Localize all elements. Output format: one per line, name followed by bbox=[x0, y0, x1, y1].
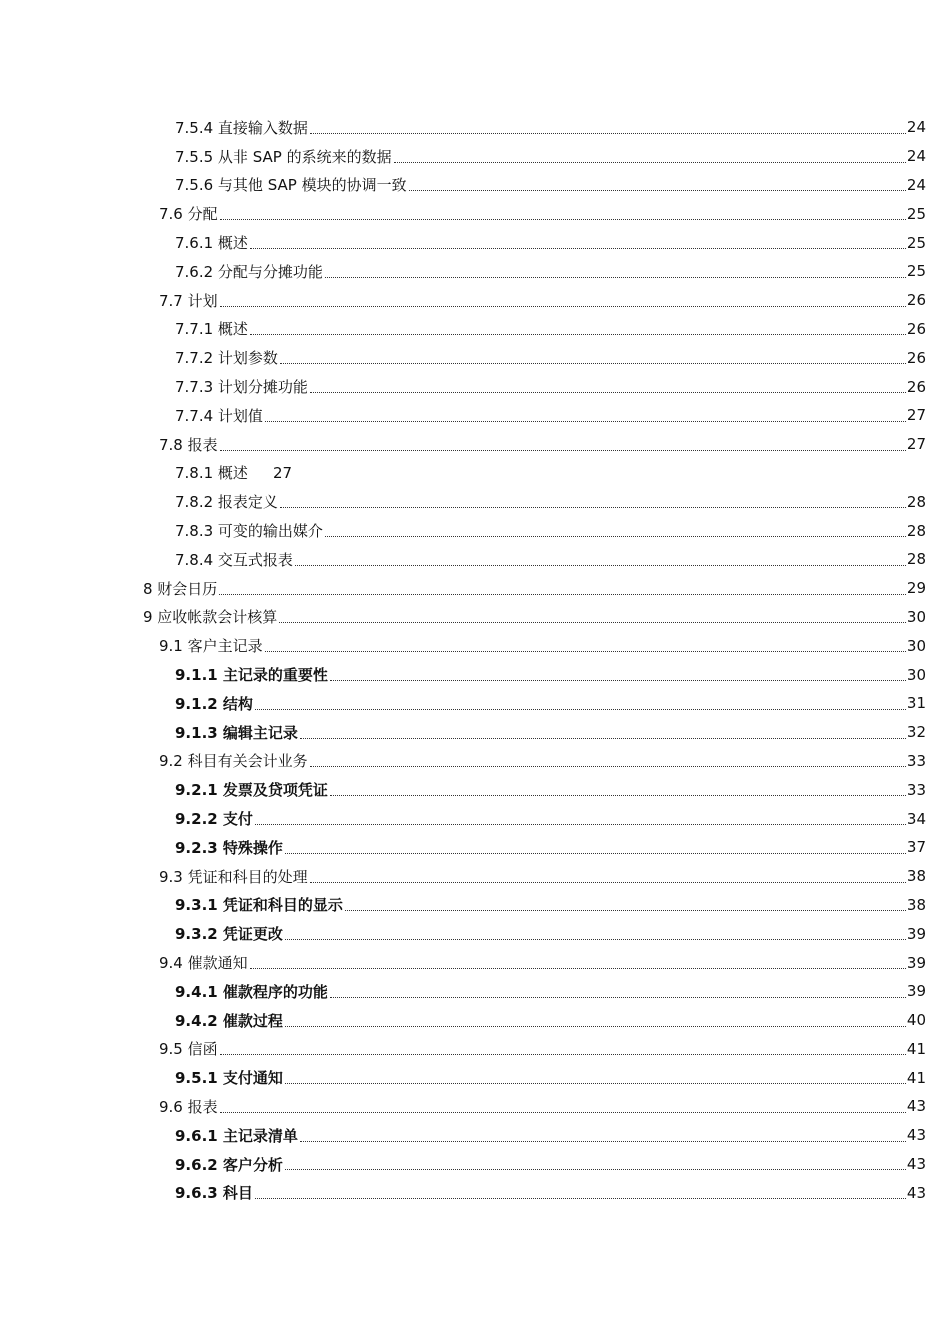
toc-entry[interactable] bbox=[0, 343, 950, 372]
toc-entry-title: 9 应收帐款会计核算 bbox=[143, 608, 278, 627]
toc-entry-title: 9.2 科目有关会计业务 bbox=[159, 752, 308, 771]
toc-entry-page-number: 28 bbox=[906, 550, 926, 569]
toc-entry-page-number: 39 bbox=[906, 953, 926, 972]
toc-dot-leader bbox=[285, 1083, 906, 1084]
toc-entry[interactable] bbox=[0, 862, 950, 891]
toc-dot-leader bbox=[285, 1026, 906, 1027]
toc-entry[interactable] bbox=[0, 315, 950, 344]
toc-entry-page-number: 37 bbox=[906, 838, 926, 857]
toc-entry[interactable] bbox=[0, 804, 950, 833]
toc-entry[interactable] bbox=[0, 718, 950, 747]
toc-entry-page-number: 24 bbox=[906, 118, 926, 137]
toc-entry-page-number: 28 bbox=[906, 492, 926, 511]
toc-dot-leader bbox=[280, 507, 906, 508]
toc-entry[interactable] bbox=[0, 459, 950, 488]
toc-entry-page-number: 43 bbox=[906, 1155, 926, 1174]
toc-entry-title: 7.8.1 概述 bbox=[175, 464, 248, 483]
toc-dot-leader bbox=[220, 306, 906, 307]
toc-entry[interactable] bbox=[0, 775, 950, 804]
toc-entry-page-number: 34 bbox=[906, 809, 926, 828]
toc-dot-leader bbox=[310, 882, 906, 883]
toc-entry[interactable] bbox=[0, 919, 950, 948]
toc-dot-leader bbox=[255, 1198, 906, 1199]
toc-entry-page-number: 30 bbox=[906, 636, 926, 655]
toc-entry-page-number: 33 bbox=[906, 780, 926, 799]
toc-entry-page-number: 24 bbox=[906, 147, 926, 166]
toc-entry-title: 7.6.1 概述 bbox=[175, 234, 248, 253]
toc-entry-page-number: 43 bbox=[906, 1097, 926, 1116]
toc-dot-leader bbox=[310, 133, 906, 134]
toc-entry-page-number: 30 bbox=[906, 665, 926, 684]
toc-entry-page-number: 30 bbox=[906, 607, 926, 626]
toc-dot-leader bbox=[220, 219, 906, 220]
toc-dot-leader bbox=[295, 565, 906, 566]
toc-entry-page-number: 27 bbox=[906, 435, 926, 454]
toc-dot-leader bbox=[285, 939, 906, 940]
toc-entry[interactable] bbox=[0, 660, 950, 689]
toc-entry-page-number: 26 bbox=[906, 319, 926, 338]
toc-entry-title: 8 财会日历 bbox=[143, 579, 218, 598]
toc-entry-title: 9.1.3 编辑主记录 bbox=[175, 723, 298, 742]
toc-dot-leader bbox=[219, 594, 906, 595]
toc-entry-title: 9.5 信函 bbox=[159, 1040, 218, 1059]
toc-entry[interactable] bbox=[0, 603, 950, 632]
toc-dot-leader bbox=[325, 536, 906, 537]
toc-entry-page-number: 27 bbox=[906, 406, 926, 425]
toc-entry-page-number: 33 bbox=[906, 751, 926, 770]
toc-entry-title: 9.4.2 催款过程 bbox=[175, 1011, 283, 1030]
toc-entry[interactable] bbox=[0, 1178, 950, 1207]
toc-dot-leader bbox=[280, 363, 906, 364]
toc-dot-leader bbox=[220, 1054, 906, 1055]
toc-entry-page-number: 29 bbox=[906, 579, 926, 598]
toc-dot-leader bbox=[285, 853, 906, 854]
toc-entry-page-number: 43 bbox=[906, 1183, 926, 1202]
toc-entry-title: 7.6 分配 bbox=[159, 205, 218, 224]
toc-entry[interactable] bbox=[0, 372, 950, 401]
toc-entry-title: 9.5.1 支付通知 bbox=[175, 1069, 283, 1088]
toc-entry-title: 9.1.1 主记录的重要性 bbox=[175, 666, 328, 685]
toc-dot-leader bbox=[250, 968, 906, 969]
toc-dot-leader bbox=[265, 651, 906, 652]
toc-dot-leader bbox=[255, 824, 906, 825]
toc-entry-page-number: 26 bbox=[906, 291, 926, 310]
toc-entry-title: 9.6 报表 bbox=[159, 1097, 218, 1116]
toc-entry-title: 9.3 凭证和科目的处理 bbox=[159, 867, 308, 886]
toc-entry[interactable] bbox=[0, 1121, 950, 1150]
toc-entry[interactable] bbox=[0, 891, 950, 920]
toc-entry-title: 7.6.2 分配与分摊功能 bbox=[175, 262, 323, 281]
toc-entry-title: 9.3.2 凭证更改 bbox=[175, 925, 283, 944]
toc-entry-page-number: 27 bbox=[272, 463, 293, 482]
toc-entry[interactable] bbox=[0, 1063, 950, 1092]
toc-entry[interactable] bbox=[0, 1150, 950, 1179]
toc-dot-leader bbox=[345, 910, 906, 911]
toc-entry-title: 9.1.2 结构 bbox=[175, 694, 253, 713]
toc-dot-leader bbox=[250, 248, 906, 249]
toc-dot-leader bbox=[255, 709, 906, 710]
toc-entry-title: 7.8.2 报表定义 bbox=[175, 493, 278, 512]
toc-entry[interactable] bbox=[0, 747, 950, 776]
toc-entry[interactable] bbox=[0, 545, 950, 574]
toc-entry-title: 9.6.1 主记录清单 bbox=[175, 1126, 298, 1145]
toc-dot-leader bbox=[394, 162, 906, 163]
toc-entry-page-number: 40 bbox=[906, 1011, 926, 1030]
toc-entry-title: 9.2.1 发票及贷项凭证 bbox=[175, 781, 328, 800]
toc-dot-leader bbox=[285, 1169, 906, 1170]
toc-entry-page-number: 43 bbox=[906, 1126, 926, 1145]
toc-entry-page-number: 31 bbox=[906, 694, 926, 713]
toc-dot-leader bbox=[330, 997, 906, 998]
toc-entry-title: 9.2.3 特殊操作 bbox=[175, 838, 283, 857]
toc-entry-title: 9.4 催款通知 bbox=[159, 954, 248, 972]
toc-dot-leader bbox=[220, 1112, 906, 1113]
toc-entry-title: 7.8 报表 bbox=[159, 435, 218, 454]
toc-entry-page-number: 38 bbox=[906, 895, 926, 914]
toc-entry-title: 7.7.4 计划值 bbox=[175, 406, 263, 425]
toc-dot-leader bbox=[330, 680, 906, 681]
toc-entry-page-number: 41 bbox=[906, 1039, 926, 1058]
toc-entry-page-number: 26 bbox=[906, 377, 926, 396]
toc-entry[interactable] bbox=[0, 487, 950, 516]
toc-entry[interactable] bbox=[0, 1035, 950, 1064]
toc-entry[interactable] bbox=[0, 401, 950, 430]
toc-entry-title: 7.8.4 交互式报表 bbox=[175, 550, 293, 569]
toc-entry-page-number: 32 bbox=[906, 723, 926, 742]
toc-entry-page-number: 28 bbox=[906, 521, 926, 540]
toc-entry-title: 9.1 客户主记录 bbox=[159, 637, 263, 656]
toc-entry[interactable] bbox=[0, 257, 950, 286]
toc-dot-leader bbox=[279, 622, 906, 623]
toc-dot-leader bbox=[325, 277, 906, 278]
toc-entry[interactable] bbox=[0, 833, 950, 862]
toc-entry[interactable] bbox=[0, 631, 950, 660]
toc-entry[interactable] bbox=[0, 948, 950, 977]
toc-entry-page-number: 39 bbox=[906, 924, 926, 943]
toc-entry[interactable] bbox=[0, 113, 950, 142]
toc-entry-page-number: 26 bbox=[906, 348, 926, 367]
toc-entry[interactable] bbox=[0, 228, 950, 257]
toc-entry[interactable] bbox=[0, 1006, 950, 1035]
toc-entry-title: 7.8.3 可变的输出媒介 bbox=[175, 522, 323, 541]
toc-dot-leader bbox=[220, 450, 906, 451]
toc-entry-title: 9.4.1 催款程序的功能 bbox=[175, 982, 328, 1001]
toc-entry[interactable] bbox=[0, 689, 950, 718]
toc-dot-leader bbox=[330, 795, 906, 796]
toc-entry-title: 7.7.2 计划参数 bbox=[175, 349, 278, 368]
toc-entry-page-number: 25 bbox=[906, 204, 926, 223]
toc-dot-leader bbox=[250, 334, 906, 335]
toc-entry[interactable] bbox=[0, 171, 950, 200]
toc-entry-page-number: 39 bbox=[906, 982, 926, 1001]
toc-entry[interactable] bbox=[0, 1092, 950, 1121]
toc-entry[interactable] bbox=[0, 977, 950, 1006]
toc-dot-leader bbox=[409, 190, 906, 191]
toc-dot-leader bbox=[310, 392, 906, 393]
toc-entry-title: 9.6.3 科目 bbox=[175, 1184, 253, 1203]
table-of-contents bbox=[0, 113, 950, 1207]
toc-entry[interactable] bbox=[0, 199, 950, 228]
toc-dot-leader bbox=[310, 766, 906, 767]
toc-entry-title: 7.5.4 直接输入数据 bbox=[175, 118, 308, 137]
toc-entry[interactable] bbox=[0, 430, 950, 459]
toc-entry-title: 7.7 计划 bbox=[159, 291, 218, 310]
toc-entry[interactable] bbox=[0, 574, 950, 603]
toc-entry-title: 7.7.3 计划分摊功能 bbox=[175, 378, 308, 397]
toc-entry[interactable] bbox=[0, 516, 950, 545]
toc-entry-title: 7.5.5 从非 SAP 的系统来的数据 bbox=[175, 147, 392, 166]
toc-dot-leader bbox=[265, 421, 906, 422]
toc-entry-page-number: 38 bbox=[906, 867, 926, 886]
toc-dot-leader bbox=[300, 738, 906, 739]
toc-entry[interactable] bbox=[0, 142, 950, 171]
toc-entry-title: 9.3.1 凭证和科目的显示 bbox=[175, 896, 343, 915]
toc-entry-page-number: 25 bbox=[906, 262, 926, 281]
toc-entry-title: 7.7.1 概述 bbox=[175, 320, 248, 339]
toc-dot-leader bbox=[300, 1141, 906, 1142]
toc-entry[interactable] bbox=[0, 286, 950, 315]
toc-entry-page-number: 25 bbox=[906, 233, 926, 252]
toc-entry-page-number: 41 bbox=[906, 1068, 926, 1087]
toc-entry-title: 7.5.6 与其他 SAP 模块的协调一致 bbox=[175, 176, 407, 195]
toc-entry-page-number: 24 bbox=[906, 175, 926, 194]
toc-entry-title: 9.2.2 支付 bbox=[175, 810, 253, 829]
toc-entry-title: 9.6.2 客户分析 bbox=[175, 1155, 283, 1174]
